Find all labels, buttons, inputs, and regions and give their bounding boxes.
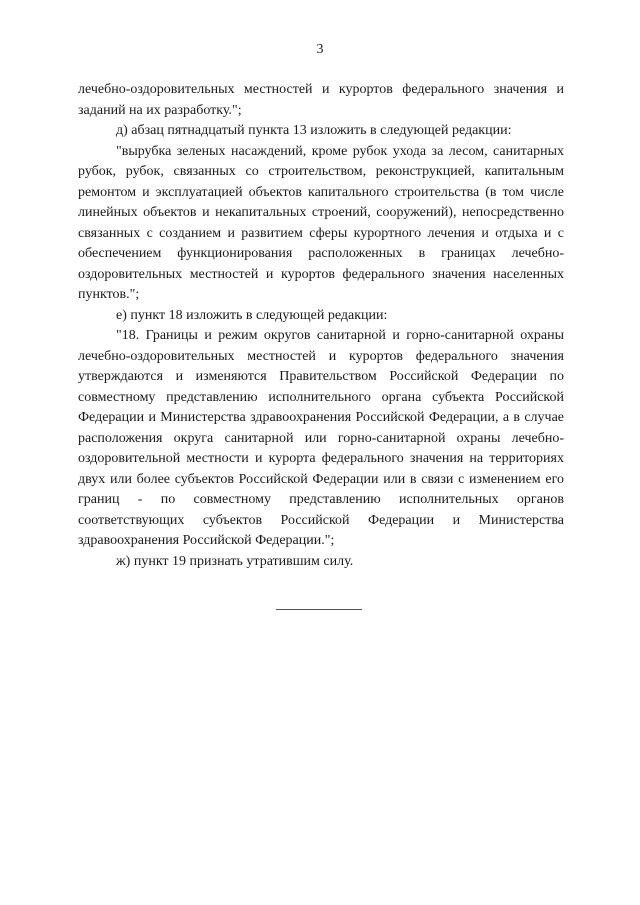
- document-body: [78, 80, 564, 572]
- paragraph-quote-point-18: "18. Границы и режим округов санитарной и горно-санитарной охраны лечебно-оздоровительных местностей и курортов федерального значения утверждаются и изменяются Правительством Российской Федерации по совместному представлению исполнительного органа субъекта Российской Федерации и Министерства здравоохранения Российской Федерации, а в случае расположения округа санитарной или горно-санитарной охраны лечебно-оздоровительной местности и курорта федерального значения на территориях двух или более субъектов Российской Федерации или в связи с изменением его границ - по совместному представлению исполнительных органов соответствующих субъектов Российской Федерации и Министерства здравоохранения Российской Федерации.";: [78, 328, 564, 548]
- paragraph-quote-logging: "вырубка зеленых насаждений, кроме рубок ухода за лесом, санитарных рубок, рубок, связанных со строительством, реконструкцией, капитальным ремонтом и эксплуатацией объектов капитального строительства (в том числе линейных объектов и некапитальных строений, сооружений), непосредственно связанных с созданием и развитием сферы курортного лечения и отдыха и с обеспечением функционирования расположенных в границах лечебно-оздоровительных местностей и курортов федерального значения населенных пунктов.";: [78, 143, 564, 302]
- page-number: 3: [316, 42, 324, 57]
- paragraph-item-d: д) абзац пятнадцатый пункта 13 изложить в следующей редакции:: [116, 123, 512, 138]
- paragraph-item-e: е) пункт 18 изложить в следующей редакции:: [116, 307, 388, 323]
- paragraph-continuation: лечебно-оздоровительных местностей и курортов федерального значения и заданий на их разработку.";: [78, 82, 564, 118]
- end-separator-line: [276, 609, 362, 610]
- paragraph-item-zh: ж) пункт 19 признать утратившим силу.: [116, 553, 354, 569]
